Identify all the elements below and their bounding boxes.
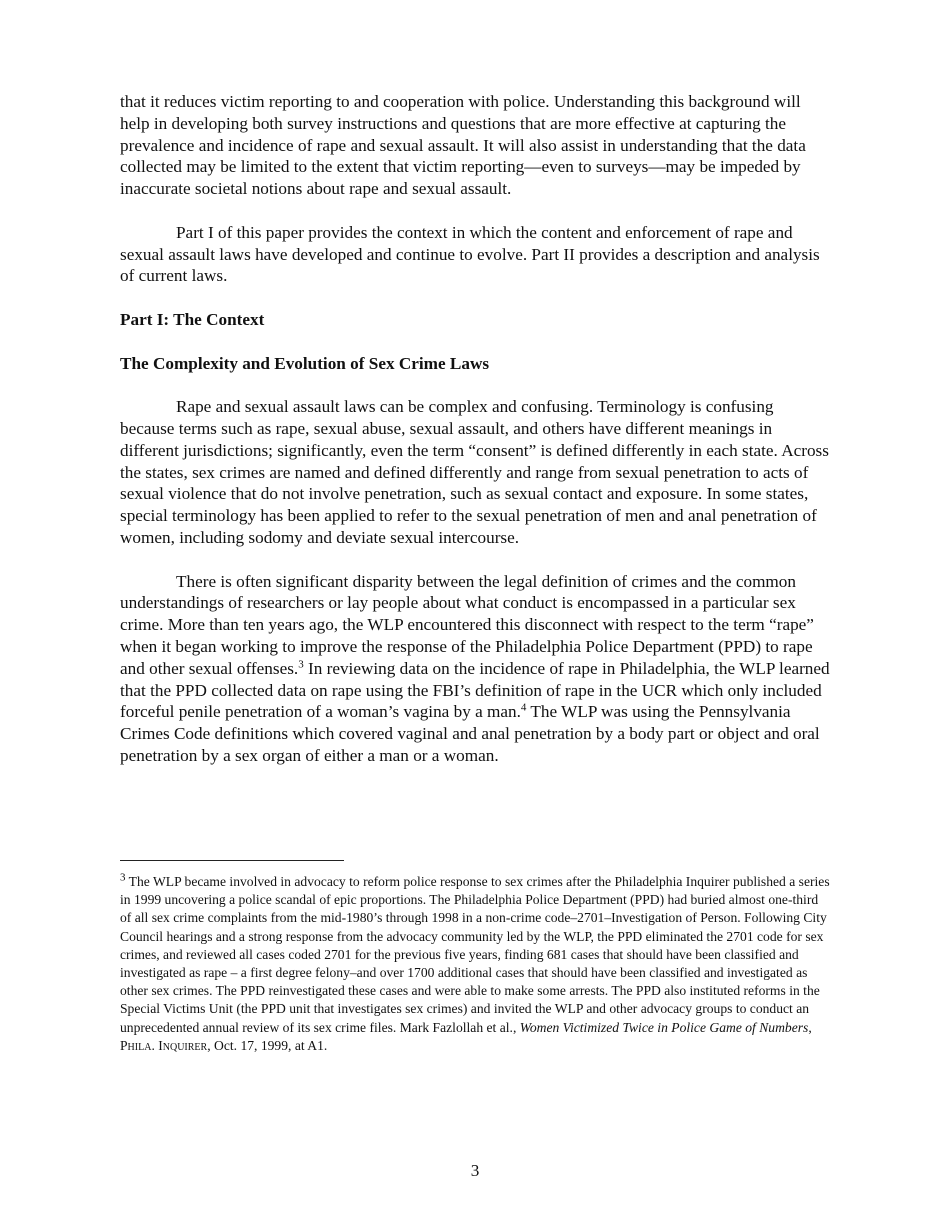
heading-complexity: The Complexity and Evolution of Sex Crime Laws [120, 353, 490, 373]
footnote-divider [120, 860, 344, 861]
paragraph-intro-continuation: that it reduces victim reporting to and cooperation with police. Understanding this background will help in developing both survey instructions and questions that are more effective at capturing the prevalence and incidence of rape and sexual assault. It will also assist in understanding that the data collected may be limited to the extent that victim reporting—even to surveys—may be impeded by inaccurate societal notions about rape and sexual assault. [120, 92, 806, 199]
paragraph-part-overview: Part I of this paper provides the context in which the content and enforcement of rape and sexual assault laws have developed and continue to evolve. Part II provides a description and analysis of current laws. [120, 222, 820, 286]
paragraph-gap [120, 331, 832, 353]
paragraph-gap [120, 200, 832, 222]
footnote-3 [120, 873, 832, 1055]
paragraph-disparity-part-c: The WLP was using the Pennsylvania Crimes Code definitions which covered vaginal and anal penetration by a body part or object and oral penetration by a sex organ of either a man or a woman. [120, 702, 820, 765]
footnote-article-title: Women Victimized Twice in Police Game of Numbers [519, 1019, 809, 1035]
document-page [120, 91, 832, 767]
footnote-separator: , [808, 1019, 812, 1035]
paragraph-gap [120, 374, 832, 396]
footnote-ref-4[interactable]: 4 [520, 701, 527, 714]
footnote-number: 3 [120, 871, 126, 884]
footnote-ref-3[interactable]: 3 [298, 657, 304, 670]
page-number: 3 [470, 1161, 480, 1180]
paragraph-disparity [120, 571, 832, 767]
paragraph-gap [120, 287, 832, 309]
footnote-citation-tail: , Oct. 17, 1999, at A1. [207, 1037, 328, 1053]
paragraph-gap [120, 549, 832, 571]
paragraph-complexity: Rape and sexual assault laws can be complex and confusing. Terminology is confusing because terms such as rape, sexual abuse, sexual assault, and others have different meanings in different jurisdictions; significantly, even the term “consent” is defined differently in each state. Across the states, sex crimes are named and defined differently and range from sexual penetration to acts of sexual violence that do not involve penetration, such as sexual contact and exposure. In some states, special terminology has been applied to refer to the sexual penetration of men and anal penetration of women, including sodomy and deviate sexual intercourse. [120, 397, 829, 547]
footnote-text: The WLP became involved in advocacy to reform police response to sex crimes after the Philadelphia Inquirer published a series in 1999 uncovering a police scandal of epic proportions. The Philadelphia Police Department (PPD) had buried almost one-third of all sex crime complaints from the mid-1980’s through 1998 in a non-crime code–2701–Investigation of Person. Following City Council hearings and a strong response from the advocacy community led by the WLP, the PPD eliminated the 2701 code for sex crimes, and reviewed all cases coded 2701 for the previous five years, finding 681 cases that should have been classified and investigated as rape – a first degree felony–and over 1700 additional cases that should have been classified and investigated as other sex crimes. The PPD reinvestigated these cases and were able to make some arrests. The PPD also instituted reforms in the Special Victims Unit (the PPD unit that investigates sex crimes) and invited the WLP and other advocacy groups to conduct an unprecedented annual review of its sex crime files. Mark Fazlollah et al., [120, 874, 830, 1035]
footnote-journal: Phila. Inquirer [120, 1037, 208, 1053]
paragraph-disparity-part-b: In reviewing data on the incidence of rape in Philadelphia, the WLP learned that the PPD collected data on rape using the FBI’s definition of rape in the UCR which only included forceful penile penetration of a woman’s vagina by a man. [120, 658, 830, 722]
heading-part-one: Part I: The Context [120, 309, 265, 329]
paragraph-disparity-part-a: There is often significant disparity between the legal definition of crimes and the common understandings of researchers or lay people about what conduct is encompassed in a particular sex crime. More than ten years ago, the WLP encountered this disconnect with respect to the term “rape” when it began working to improve the response of the Philadelphia Police Department (PPD) to rape and other sexual offenses. [120, 571, 814, 678]
